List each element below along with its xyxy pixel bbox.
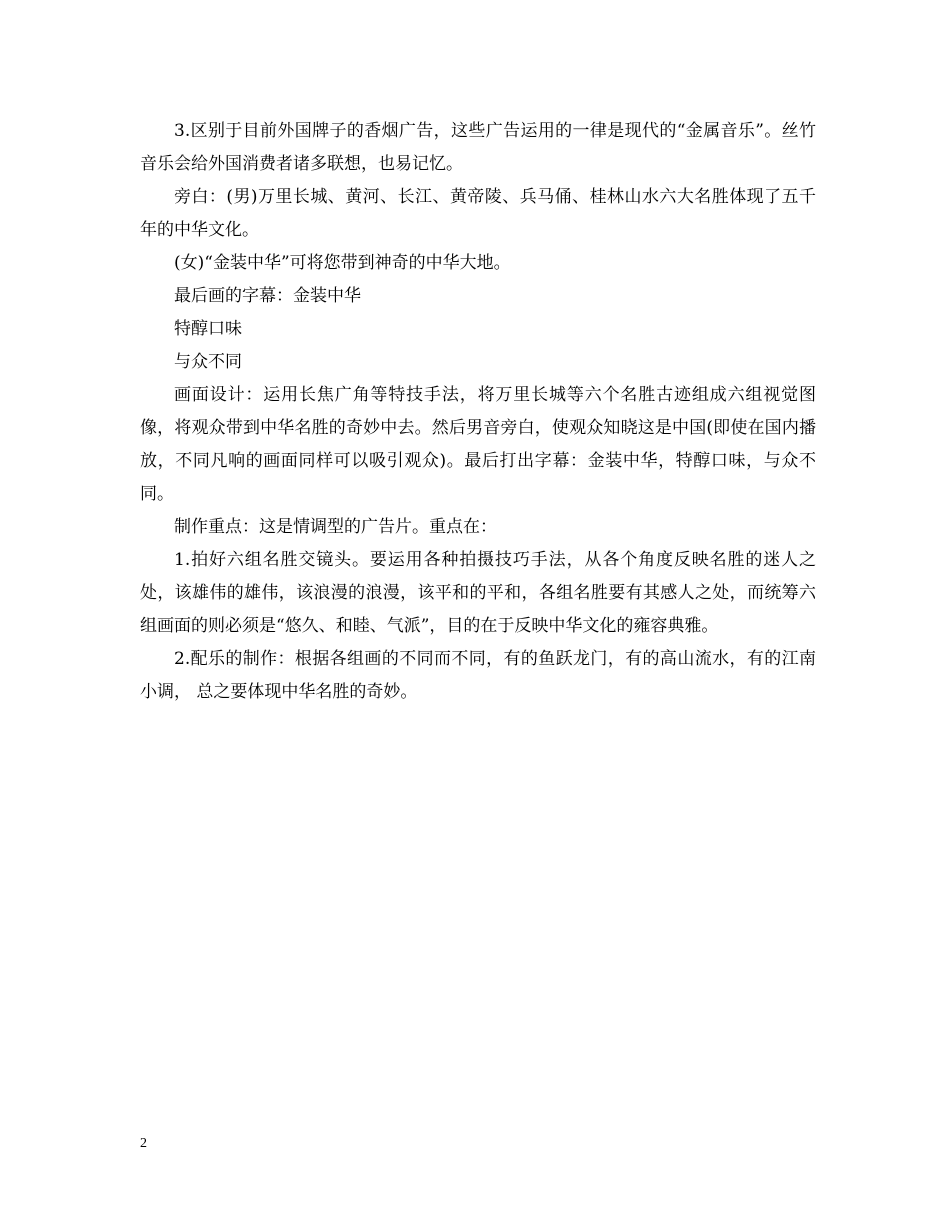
paragraph-production-focus: 制作重点：这是情调型的广告片。重点在：: [174, 517, 497, 537]
paragraph-visual-design: 画面设计：运用长焦广角等特技手法，将万里长城等六个名胜古迹组成六组视觉图像，将观众带到中华名胜的奇妙中去。然后男音旁白，使观众知晓这是中国(即使在国内播放，不同凡响的画面同样可以吸引观众)。最后打出字幕：金装中华，特醇口味，与众不同。: [140, 385, 816, 504]
paragraph-final-caption: 最后画的字幕：金装中华: [174, 286, 361, 306]
page-number: 2: [140, 1136, 147, 1151]
paragraph-narration-female: (女)“金装中华”可将您带到神奇的中华大地。: [174, 253, 511, 273]
document-body: [140, 115, 816, 709]
paragraph-narration-male: 旁白：(男)万里长城、黄河、长江、黄帝陵、兵马俑、桂林山水六大名胜体现了五千年的中华文化。: [140, 187, 816, 240]
paragraph-caption-line-3: 与众不同: [174, 352, 242, 372]
paragraph-music-note: 3.区别于目前外国牌子的香烟广告，这些广告运用的一律是现代的“金属音乐”。丝竹音乐会给外国消费者诸多联想，也易记忆。: [140, 121, 816, 174]
paragraph-point-2: 2.配乐的制作：根据各组画的不同而不同，有的鱼跃龙门，有的高山流水，有的江南小调， 总之要体现中华名胜的奇妙。: [140, 649, 816, 702]
paragraph-caption-line-2: 特醇口味: [174, 319, 242, 339]
paragraph-point-1: 1.拍好六组名胜交镜头。要运用各种拍摄技巧手法，从各个角度反映名胜的迷人之处，该雄伟的雄伟，该浪漫的浪漫，该平和的平和，各组名胜要有其感人之处，而统筹六组画面的则必须是“悠久、和睦、气派”，目的在于反映中华文化的雍容典雅。: [140, 550, 816, 636]
